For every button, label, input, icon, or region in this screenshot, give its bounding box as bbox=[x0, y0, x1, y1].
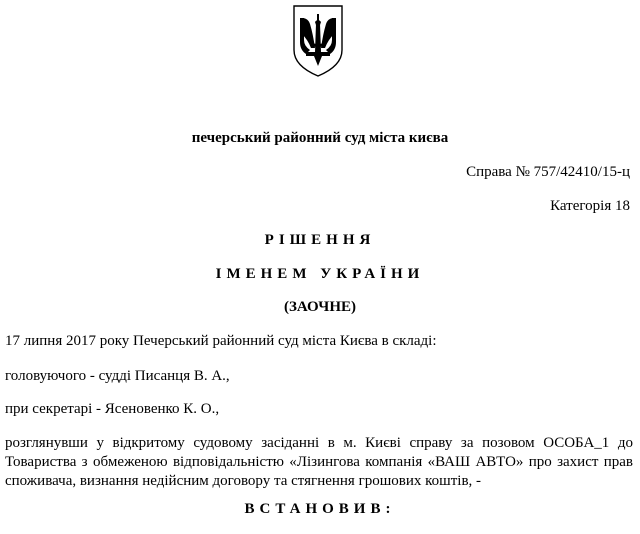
coat-of-arms-of-ukraine-icon bbox=[288, 2, 348, 78]
case-description-paragraph: розглянувши у відкритому судовому засіданні в м. Києві справу за позовом ОСОБА_1 до Товариства з обмеженою відповідальністю «Лізингова компанія «ВАШ АВТО» про захист прав споживача, визнання недійсним договору та стягнення грошових коштів, - bbox=[5, 435, 633, 489]
established-heading: ВСТАНОВИВ: bbox=[244, 501, 396, 517]
intro-paragraph: 17 липня 2017 року Печерський районний суд міста Києва в складі: bbox=[5, 333, 437, 349]
case-category: Категорія 18 bbox=[550, 198, 630, 214]
presiding-judge-paragraph: головуючого - судді Писанця В. А., bbox=[5, 368, 230, 384]
decision-heading: РІШЕННЯ bbox=[264, 232, 376, 248]
case-number: Справа № 757/42410/15-ц bbox=[466, 164, 630, 180]
secretary-paragraph: при секретарі - Ясеновенко К. О., bbox=[5, 401, 220, 417]
court-name: печерський районний суд міста києва bbox=[191, 130, 449, 146]
in-name-of-heading: ІМЕНЕМ УКРАЇНИ bbox=[215, 266, 425, 282]
decision-type-heading: (ЗАОЧНЕ) bbox=[284, 299, 356, 315]
